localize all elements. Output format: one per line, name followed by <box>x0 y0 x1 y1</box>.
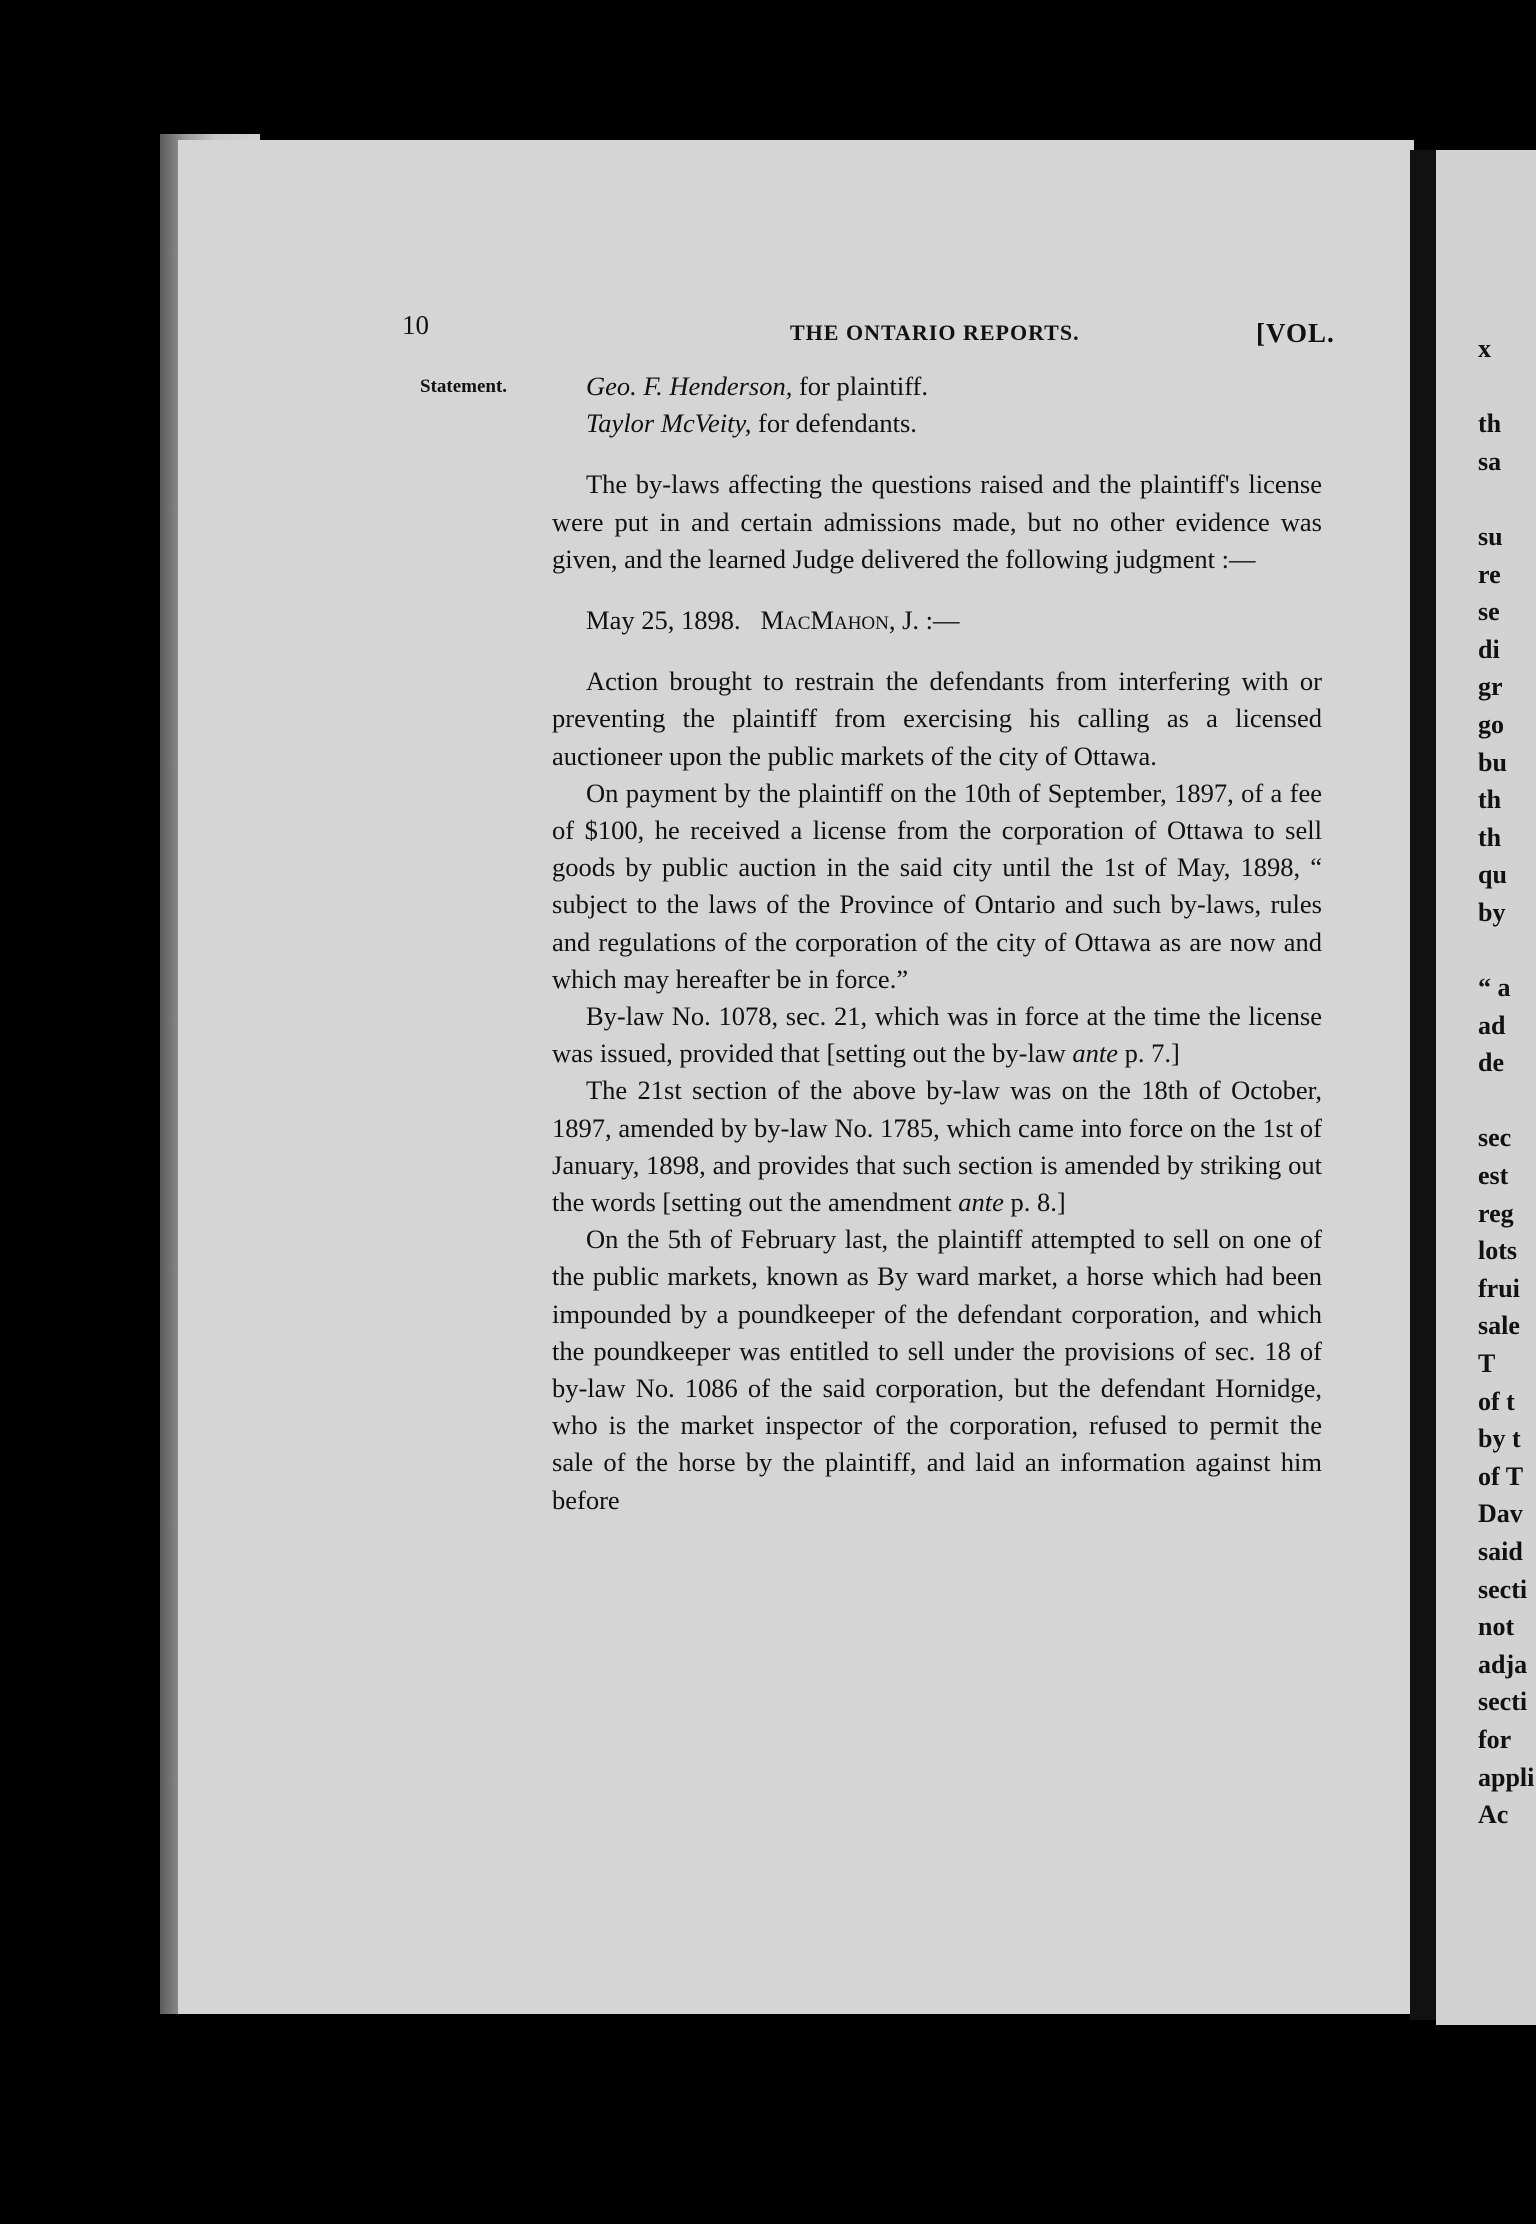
right-fragment-line: Ac <box>1478 1800 1509 1830</box>
bylaw-ref-page: p. 7.] <box>1124 1038 1180 1069</box>
right-fragment-line: secti <box>1478 1687 1528 1717</box>
defendant-counsel-role: for defendants. <box>758 408 917 439</box>
right-fragment-line: th <box>1478 822 1502 852</box>
right-fragment-line: “ a <box>1478 973 1511 1003</box>
right-fragment-line <box>1478 932 1536 970</box>
judge-name: MacMahon, J. :— <box>760 605 960 636</box>
right-fragment-line: di <box>1478 634 1500 664</box>
right-fragment-line: sa <box>1478 446 1502 476</box>
right-fragment-line: by <box>1478 897 1506 927</box>
right-fragment-line: adja <box>1478 1649 1528 1679</box>
intro-paragraph: The by-laws affecting the questions raised and the plaintiff's license were put in and certain admissions made, but no other evidence was given, and the learned Judge delivered the following judgment :— <box>552 469 1322 574</box>
right-fragment-line: secti <box>1478 1574 1528 1604</box>
right-fragment-line: said <box>1478 1537 1523 1566</box>
plaintiff-counsel-name: Geo. F. Henderson, <box>586 371 793 401</box>
right-fragment-line: th <box>1478 785 1502 815</box>
judgment-heading <box>552 602 1322 639</box>
running-head: THE ONTARIO REPORTS. <box>790 320 1080 345</box>
right-fragment-line: Dav <box>1478 1499 1523 1529</box>
paragraph-payment: On payment by the plaintiff on the 10th of September, 1897, of a fee of $100, he received a license from the corporation of Ottawa to sell goods by public auction in the said city until the 1st of May, 1898, “ subject to the laws of the Province of Ontario and such by-laws, rules and regulations of the corporation of the city of Ottawa as are now and which may hereafter be in force.” <box>552 777 1322 994</box>
right-fragment-line <box>1478 368 1536 406</box>
right-fragment-line: reg <box>1478 1198 1514 1228</box>
defendant-counsel-name: Taylor McVeity, <box>586 408 752 439</box>
page-number: 10 <box>402 310 429 340</box>
right-fragment-line: of t <box>1478 1386 1515 1416</box>
right-fragment-line: sale <box>1478 1311 1520 1341</box>
counsel-defendant <box>552 405 1322 442</box>
body-text <box>552 368 1322 1519</box>
paragraph-amendment <box>552 1072 1322 1221</box>
right-fragment-line: sec <box>1478 1123 1512 1153</box>
right-fragment-line: re <box>1478 559 1501 589</box>
right-fragment-line: bu <box>1478 747 1507 777</box>
right-fragment-line: de <box>1478 1048 1504 1078</box>
right-fragment-line: frui <box>1478 1273 1520 1303</box>
right-fragment-line: not <box>1478 1612 1515 1642</box>
right-fragment-line: lots <box>1478 1236 1517 1266</box>
right-fragment-line: su <box>1478 521 1503 551</box>
right-fragment-line: T <box>1478 1349 1496 1379</box>
margin-note-statement: Statement. <box>420 376 508 397</box>
right-fragment-line: ad <box>1478 1010 1506 1040</box>
paragraph-action: Action brought to restrain the defendants from interfering with or preventing the plaintiff from exercising his calling as a licensed auctioneer upon the public markets of the city of Ottawa. <box>552 666 1322 771</box>
judgment-date: May 25, 1898. <box>586 605 741 636</box>
right-fragment-line: appli <box>1478 1762 1535 1792</box>
volume-mark: [VOL. <box>1256 318 1335 348</box>
right-page-text-fragments <box>1478 330 1536 1834</box>
right-fragment-line: gr <box>1478 672 1503 702</box>
amend-text: The 21st section of the above by-law was on the 18th of October, 1897, amended by by-law No. 1785, which came into force on the 1st of January, 1898, and provides that such section is amended by striking out the words [setting out the amendment <box>552 1075 1322 1218</box>
bylaw-text: By-law No. 1078, sec. 21, which was in force at the time the license was issued, provided that [setting out the by-law <box>552 1001 1322 1069</box>
right-fragment-line: by t <box>1478 1424 1521 1454</box>
amend-ref-page: p. 8.] <box>1010 1187 1066 1218</box>
book-gutter <box>1410 150 1436 2020</box>
right-fragment-line: for <box>1478 1724 1512 1754</box>
bylaw-ref-ante: ante <box>1072 1038 1118 1069</box>
right-fragment-line: se <box>1478 597 1500 627</box>
right-fragment-line: x <box>1478 334 1491 363</box>
paragraph-bylaw-1078 <box>552 998 1322 1072</box>
plaintiff-counsel-role: for plaintiff. <box>798 371 929 401</box>
counsel-plaintiff <box>552 368 1322 405</box>
right-fragment-line: th <box>1478 409 1502 439</box>
right-fragment-line: est <box>1478 1161 1509 1191</box>
amend-ref-ante: ante <box>958 1187 1004 1218</box>
right-fragment-line: qu <box>1478 860 1507 890</box>
right-fragment-line: go <box>1478 709 1504 739</box>
right-fragment-line <box>1478 480 1536 518</box>
right-fragment-line <box>1478 1082 1536 1120</box>
right-fragment-line: of T <box>1478 1461 1524 1491</box>
paragraph-horse-sale: On the 5th of February last, the plaintiff attempted to sell on one of the public markets, known as By ward market, a horse which had been impounded by a poundkeeper of the defendant corporation, and which the poundkeeper was entitled to sell under the provisions of sec. 18 of by-law No. 1086 of the said corporation, but the defendant Hornidge, who is the market inspector of the corporation, refused to permit the sale of the horse by the plaintiff, and laid an information against him before <box>552 1224 1322 1515</box>
